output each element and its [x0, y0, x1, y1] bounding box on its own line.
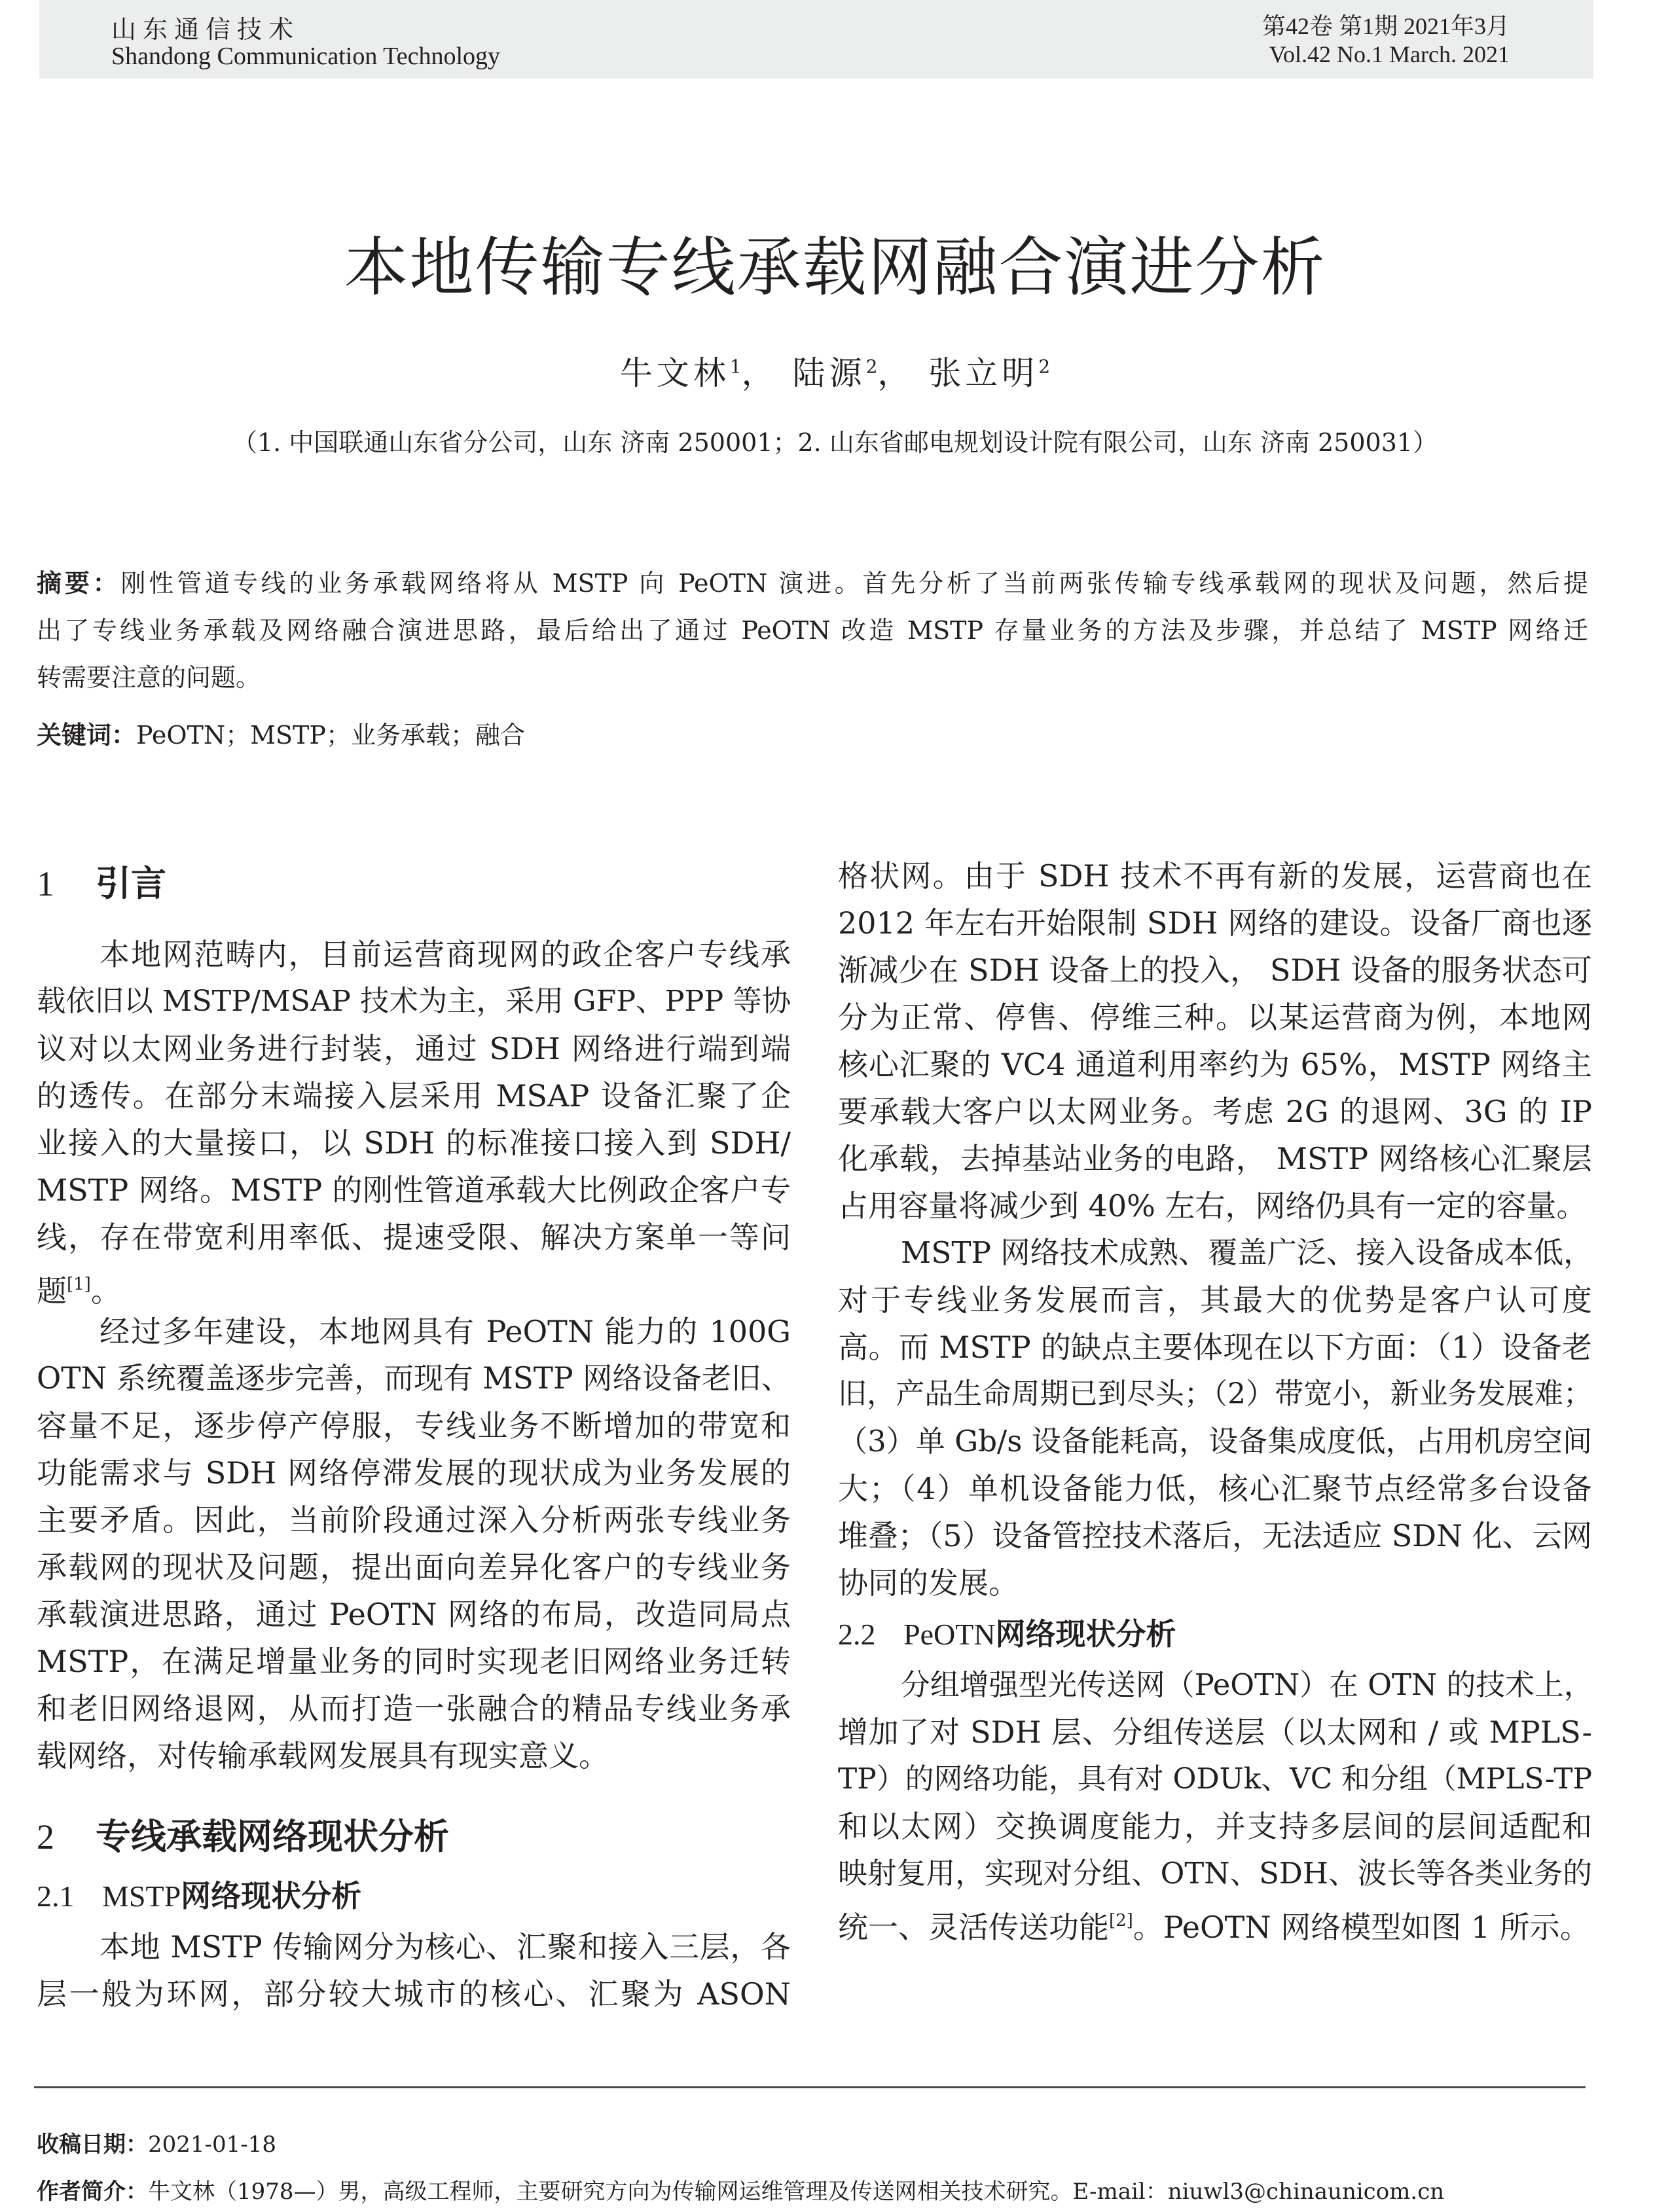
- paragraph-mstp-1: [37, 1923, 791, 2018]
- text-line: 占用容量将减少到 40% 左右，网络仍具有一定的容量。: [838, 1188, 1587, 1224]
- author-affiliation-mark: 2: [1038, 355, 1051, 378]
- author-bio-text: 牛文林（1978—）男，高级工程师，主要研究方向为传输网运维管理及传送网相关技术研究。E-mail：niuwl3@chinaunicom.cn: [148, 2179, 1445, 2205]
- text-fragment: 。: [90, 1273, 121, 1309]
- received-date-label: 收稿日期：: [37, 2131, 148, 2158]
- affiliations: （1. 中国联通山东省分公司，山东 济南 250001；2. 山东省邮电规划设计院有限公司，山东 济南 250031）: [232, 428, 1438, 457]
- paper-title: 本地传输专线承载网融合演进分析: [344, 230, 1326, 305]
- text-line: 分为正常、停售、停维三种。以某运营商为例，本地网: [838, 1000, 1592, 1035]
- text-line: 大；（4）单机设备能力低，核心汇聚节点经常多台设备: [838, 1471, 1592, 1506]
- abstract-line: 转需要注意的问题。: [37, 663, 261, 692]
- text-line: 增加了对 SDH 层、分组传送层（以太网和 / 或 MPLS-: [838, 1714, 1592, 1750]
- text-line: 和以太网）交换调度能力，并支持多层间的层间适配和: [838, 1809, 1592, 1844]
- text-line: 载网络，对传输承载网发展具有现实意义。: [37, 1738, 609, 1773]
- text-line: 分组增强型光传送网（PeOTN）在 OTN 的技术上，: [901, 1667, 1593, 1702]
- text-line: 旧，产品生命周期已到尽头；（2）带宽小，新业务发展难；: [838, 1377, 1593, 1411]
- text-line: 载依旧以 MSTP/MSAP 技术为主，采用 GFP、PPP 等协: [37, 985, 791, 1018]
- text-line: 承载网的现状及问题，提出面向差异化客户的专线业务: [37, 1550, 791, 1585]
- text-line: MSTP 网络技术成熟、覆盖广泛、接入设备成本低，: [901, 1235, 1593, 1270]
- citation-ref[interactable]: [2]: [1109, 1911, 1133, 1931]
- text-line: 高。而 MSTP 的缺点主要体现在以下方面：（1）设备老: [838, 1330, 1592, 1365]
- text-line: 经过多年建设，本地网具有 PeOTN 能力的 100G: [100, 1314, 791, 1349]
- text-line: 核心汇聚的 VC4 通道利用率约为 65%，MSTP 网络主: [838, 1047, 1592, 1082]
- subsection-number: 2.2: [838, 1618, 876, 1651]
- text-line: 渐减少在 SDH 设备上的投入， SDH 设备的服务状态可: [838, 952, 1592, 988]
- subsection-title-en: PeOTN: [903, 1618, 996, 1651]
- received-date-value: 2021-01-18: [148, 2131, 277, 2158]
- section-title: 引言: [96, 863, 166, 904]
- text-line: MSTP，在满足增量业务的同时实现老旧网络业务迁转: [37, 1644, 791, 1679]
- author-name: 牛文林: [619, 354, 730, 392]
- paragraph-mstp-1-cont: [838, 852, 1592, 1229]
- paragraph-peotn-1: [838, 1661, 1592, 1944]
- text-fragment: 题: [37, 1273, 67, 1309]
- paragraph-mstp-2: [838, 1229, 1592, 1606]
- text-line: 功能需求与 SDH 网络停滞发展的现状成为业务发展的: [37, 1455, 791, 1491]
- subsection-heading-2-2: [838, 1606, 1592, 1661]
- text-line: TP）的网络功能，具有对 ODUk、VC 和分组（MPLS-TP: [838, 1762, 1592, 1796]
- text-line: 本地 MSTP 传输网分为核心、汇聚和接入三层，各: [100, 1929, 791, 1965]
- text-fragment: 统一、灵活传送功能: [838, 1910, 1109, 1945]
- text-line: 协同的发展。: [838, 1565, 1019, 1601]
- text-line: 线，存在带宽利用率低、提速受限、解决方案单一等问: [37, 1220, 791, 1255]
- text-line: 层一般为环网，部分较大城市的核心、汇聚为 ASON: [37, 1976, 791, 2012]
- received-date: [37, 2126, 276, 2158]
- paragraph-intro-2: [37, 1308, 791, 1779]
- author-name: 张立明: [928, 354, 1039, 392]
- section-title: 专线承载网络现状分析: [96, 1816, 449, 1857]
- text-line: 对于专线业务发展而言，其最大的优势是客户认可度: [838, 1282, 1592, 1318]
- text-line: 本地网范畴内，目前运营商现网的政企客户专线承: [100, 937, 791, 972]
- subsection-number: 2.1: [37, 1879, 75, 1913]
- subsection-title-en: MSTP: [102, 1879, 181, 1913]
- text-line: MSTP 网络。MSTP 的刚性管道承载大比例政企客户专: [37, 1172, 791, 1208]
- text-line: [37, 1261, 791, 1308]
- subsection-title-cn: 网络现状分析: [995, 1616, 1176, 1652]
- text-line: 堆叠；（5）设备管控技术落后，无法适应 SDN 化、云网: [838, 1518, 1592, 1553]
- footer-divider: [34, 2086, 1586, 2088]
- abstract: [37, 560, 1588, 701]
- text-line: [838, 1897, 1592, 1944]
- text-line: 映射复用，实现对分组、OTN、SDH、波长等各类业务的: [838, 1856, 1592, 1891]
- text-line: 要承载大客户以太网业务。考虑 2G 的退网、3G 的 IP: [838, 1094, 1592, 1129]
- text-line: （3）单 Gb/s 设备能耗高，设备集成度低，占用机房空间: [838, 1424, 1592, 1459]
- journal-name-en: Shandong Communication Technology: [111, 43, 501, 70]
- text-line: 化承载，去掉基站业务的电路， MSTP 网络核心汇聚层: [838, 1141, 1592, 1176]
- text-fragment: 。PeOTN 网络模型如图 1 所示。: [1133, 1910, 1590, 1945]
- text-line: 格状网。由于 SDH 技术不再有新的发展，运营商也在: [838, 858, 1592, 894]
- abstract-text: 刚性管道专线的业务承载网络将从 MSTP 向 PeOTN 演进。首先分析了当前两张传输专线承载网的现状及问题，然后提: [120, 569, 1588, 598]
- section-number: 2: [37, 1817, 54, 1857]
- section-heading-1: [37, 852, 791, 915]
- keywords-text: PeOTN；MSTP；业务承载；融合: [136, 721, 525, 750]
- left-column: [37, 852, 791, 2018]
- citation-ref[interactable]: [1]: [67, 1275, 91, 1294]
- abstract-line: [37, 560, 1588, 607]
- author-separator: ，: [877, 354, 915, 392]
- text-line: 2012 年左右开始限制 SDH 网络的建设。设备厂商也逐: [838, 905, 1592, 941]
- section-heading-2: [37, 1805, 791, 1868]
- issue-info-en: Vol.42 No.1 March. 2021: [1269, 41, 1510, 67]
- paragraph-intro-1: [37, 931, 791, 1308]
- text-line: 业接入的大量接口，以 SDH 的标准接口接入到 SDH/: [37, 1125, 791, 1161]
- right-column: [838, 852, 1592, 1944]
- section-number: 1: [37, 864, 54, 903]
- journal-name-cn: 山东通信技术: [111, 16, 300, 44]
- text-line: 和老旧网络退网，从而打造一张融合的精品专线业务承: [37, 1691, 791, 1726]
- keywords-label: 关键词：: [37, 721, 137, 750]
- text-line: 主要矛盾。因此，当前阶段通过深入分析两张专线业务: [37, 1502, 791, 1538]
- abstract-label: 摘要：: [37, 569, 121, 598]
- author-affiliation-mark: 2: [865, 355, 878, 378]
- text-line: 的透传。在部分末端接入层采用 MSAP 设备汇聚了企: [37, 1078, 791, 1114]
- text-line: 容量不足，逐步停产停服，专线业务不断增加的带宽和: [37, 1408, 791, 1443]
- text-line: OTN 系统覆盖逐步完善，而现有 MSTP 网络设备老旧、: [37, 1361, 791, 1396]
- author-name: 陆源: [792, 354, 866, 392]
- author-bio: [37, 2173, 1444, 2205]
- author-bio-label: 作者简介：: [37, 2179, 148, 2205]
- author-separator: ，: [741, 354, 778, 392]
- subsection-title-cn: 网络现状分析: [181, 1878, 362, 1913]
- author-affiliation-mark: 1: [729, 355, 742, 378]
- issue-info-cn: 第42卷 第1期 2021年3月: [1262, 13, 1510, 39]
- text-line: 承载演进思路，通过 PeOTN 网络的布局，改造同局点: [37, 1597, 791, 1632]
- subsection-heading-2-1: [37, 1868, 791, 1923]
- text-line: 议对以太网业务进行封装，通过 SDH 网络进行端到端: [37, 1031, 791, 1066]
- keywords: [37, 715, 525, 751]
- author-list: [0, 347, 1670, 394]
- abstract-line: 出了专线业务承载及网络融合演进思路，最后给出了通过 PeOTN 改造 MSTP 存量业务的方法及步骤，并总结了 MSTP 网络迁: [37, 616, 1588, 645]
